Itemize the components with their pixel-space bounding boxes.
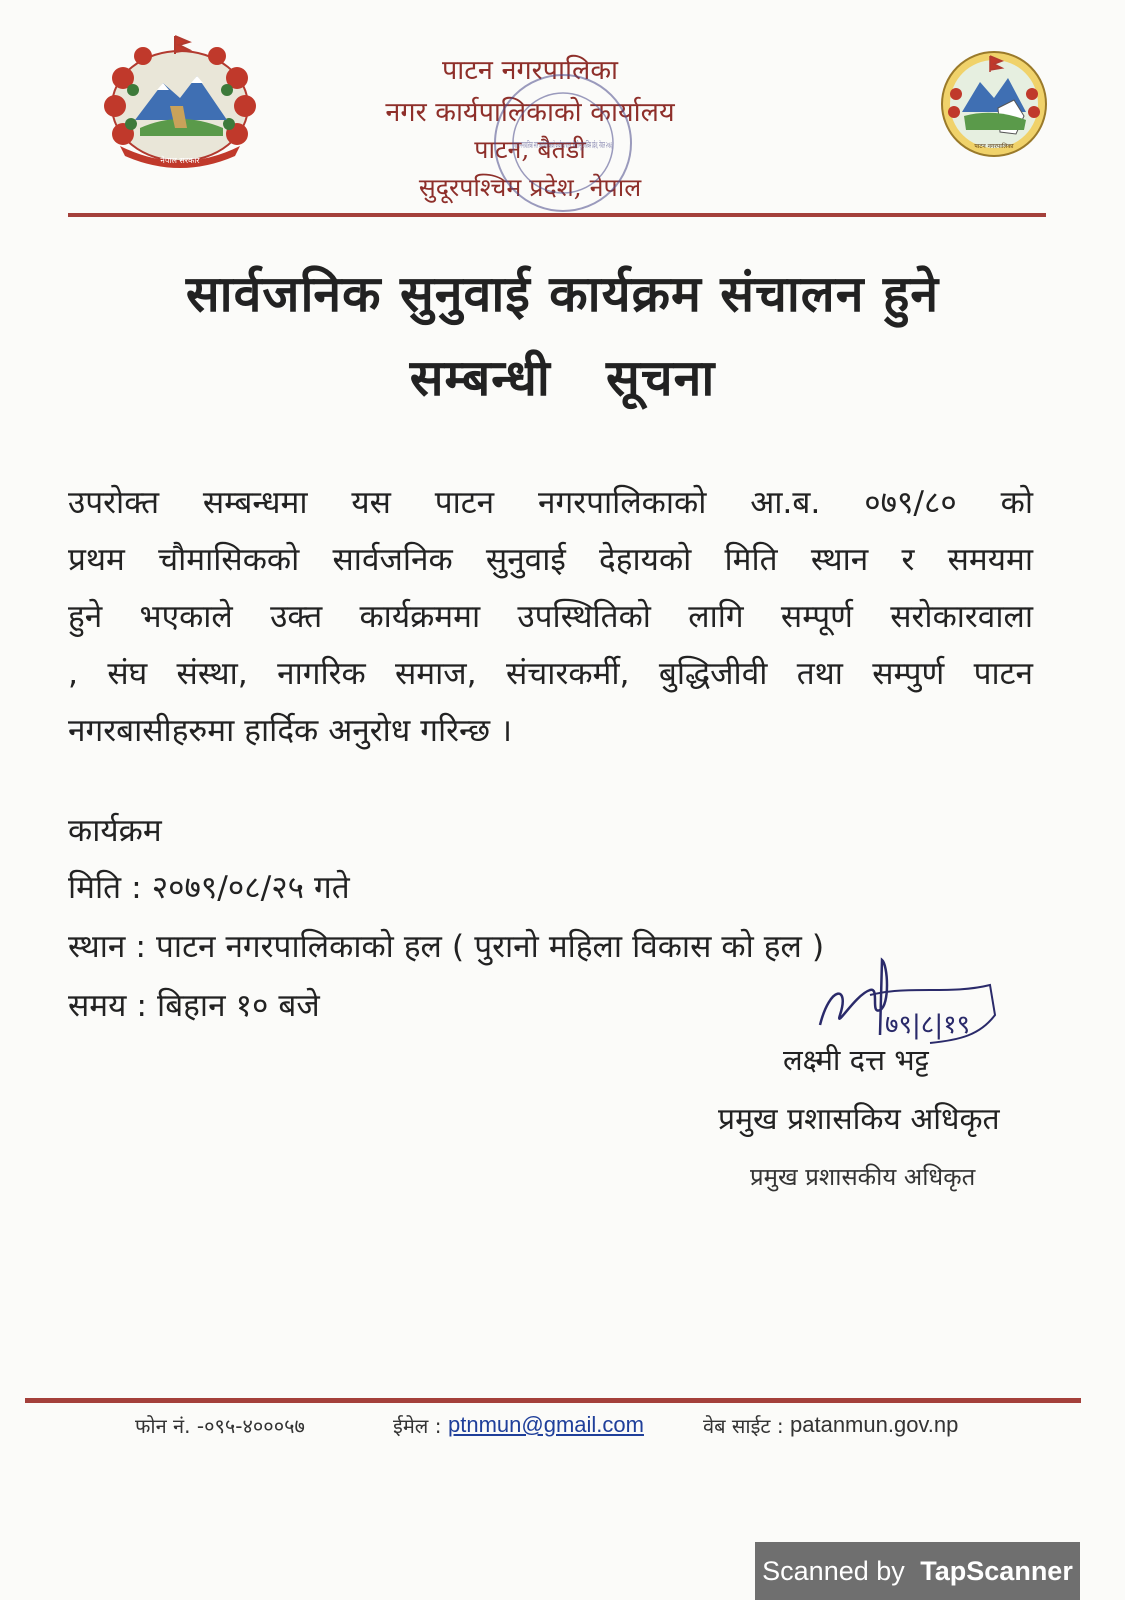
municipality-name: पाटन नगरपालिका: [441, 55, 619, 86]
program-heading: कार्यक्रम: [68, 813, 162, 849]
scanner-watermark-badge: [755, 1542, 1080, 1600]
body-line-5: नगरबासीहरुमा हार्दिक अनुरोध गरिन्छ ।: [68, 713, 513, 749]
signatory-title: प्रमुख प्रशासकिय अधिकृत: [718, 1102, 1000, 1137]
svg-text:पाटन नगरपालिका नगर कार्यपालिका: पाटन नगरपालिका नगर कार्यपालिकाको कार्यालय पाटन, बैतडी सुदूरपश्चिम प्रदेश, नेपाल २०७३: [514, 141, 820, 151]
nepal-emblem-logo: [95, 28, 265, 176]
footer-website-label: वेब साईट :: [703, 1414, 784, 1438]
signatory-name: लक्ष्मी दत्त भट्ट: [783, 1043, 929, 1077]
scanner-prefix: Scanned by: [762, 1556, 905, 1586]
program-date: मिति : २०७९/०८/२५ गते: [68, 870, 350, 906]
footer-phone: फोन नं. -०९५-४०००५७: [135, 1414, 305, 1438]
svg-text:पाटन नगरपालिका: पाटन नगरपालिका: [974, 143, 1014, 150]
svg-text:७९|८|१९: ७९|८|१९: [885, 1010, 971, 1040]
header-divider: [68, 213, 1046, 217]
signatory-stamp: प्रमुख प्रशासकीय अधिकृत: [750, 1163, 976, 1191]
footer-website[interactable]: patanmun.gov.np: [790, 1412, 959, 1437]
body-line-1: उपरोक्त सम्बन्धमा यस पाटन नगरपालिकाको आ.ब. ०७९/८० को: [68, 485, 1033, 521]
footer-divider: [25, 1398, 1081, 1403]
body-line-4: , संघ संस्था, नागरिक समाज, संचारकर्मी, बुद्धिजीवी तथा सम्पुर्ण पाटन: [68, 656, 1033, 692]
program-venue: स्थान : पाटन नगरपालिकाको हल ( पुरानो महिला विकास को हल ): [68, 929, 825, 965]
office-location: पाटन, बैतडी: [474, 135, 586, 164]
body-line-3: हुने भएकाले उक्त कार्यक्रममा उपस्थितिको लागि सम्पूर्ण सरोकारवाला: [68, 599, 1033, 635]
notice-title: सार्वजनिक सुनुवाई कार्यक्रम संचालन हुने: [185, 265, 940, 323]
office-name: नगर कार्यपालिकाको कार्यालय: [385, 97, 675, 128]
footer-email-label: ईमेल :: [393, 1414, 442, 1438]
svg-text:नेपाल सरकार: नेपाल सरकार: [160, 156, 200, 165]
body-line-2: प्रथम चौमासिकको सार्वजनिक सुनुवाई देहायको मिति स्थान र समयमा: [68, 542, 1033, 578]
office-province: सुदूरपश्चिम प्रदेश, नेपाल: [418, 173, 642, 202]
scanner-brand: TapScanner: [920, 1556, 1073, 1586]
notice-title-2: सम्बन्धी सूचना: [409, 349, 716, 407]
office-seal-stamp: [488, 68, 820, 218]
footer-email-link[interactable]: ptnmun@gmail.com: [448, 1412, 644, 1437]
municipality-logo: [940, 50, 1048, 158]
program-time: समय : बिहान १० बजे: [68, 988, 320, 1024]
